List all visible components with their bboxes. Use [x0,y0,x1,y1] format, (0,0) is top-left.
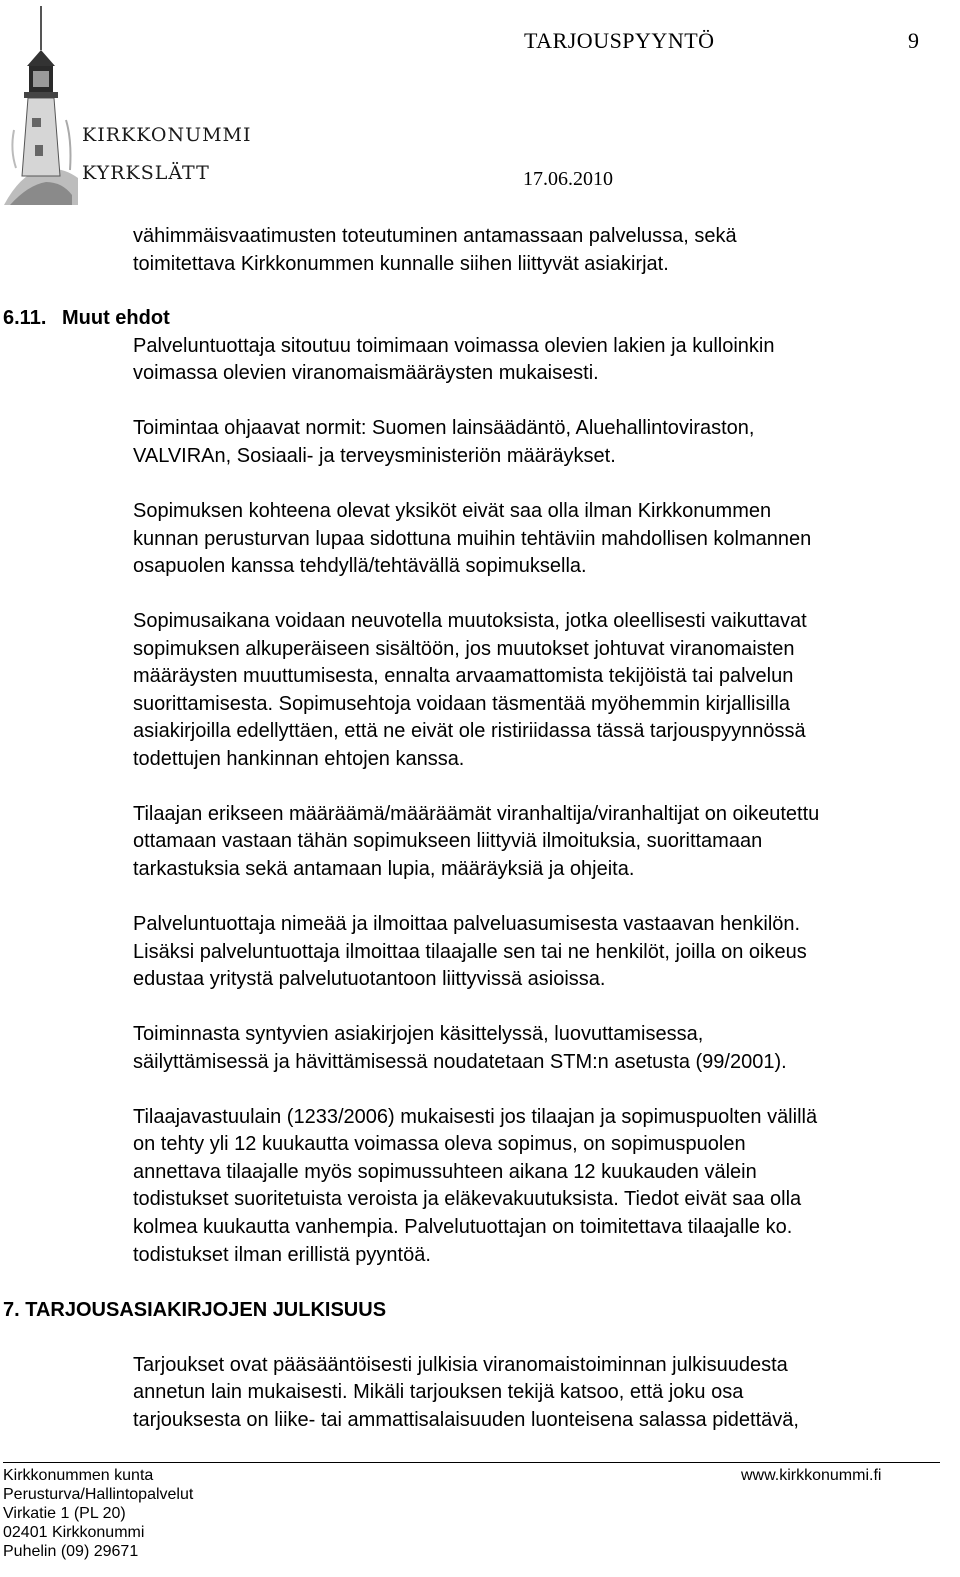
body-line: Lisäksi palveluntuottaja ilmoittaa tilaajalle sen tai ne henkilöt, joilla on oikeus [133,941,807,963]
body-line: toimitettava Kirkkonummen kunnalle siihen liittyvät asiakirjat. [133,253,669,275]
body-line: kolmea kuukautta vanhempia. Palvelutuottajan on toimitettava tilaajalle ko. [133,1216,793,1238]
body-line: vähimmäisvaatimusten toteutuminen antamassaan palvelussa, sekä [133,225,737,247]
body-line: todistukset ilman erillistä pyyntöä. [133,1244,431,1266]
logo-text-kirkkonummi: KIRKKONUMMI [82,124,252,146]
footer-line: Kirkkonummen kunta [3,1467,154,1484]
section-title: Muut ehdot [62,307,170,329]
section-number: 6.11. [3,307,47,329]
body-line: Palveluntuottaja sitoutuu toimimaan voimassa olevien lakien ja kulloinkin [133,335,775,357]
body-line: VALVIRAn, Sosiaali- ja terveysministeriön määräykset. [133,445,616,467]
body-line: osapuolen kanssa tehdyllä/tehtävällä sopimuksella. [133,555,587,577]
body-line: ottamaan vastaan tähän sopimukseen liittyviä ilmoituksia, suorittamaan [133,830,763,852]
body-line: Toimintaa ohjaavat normit: Suomen lainsäädäntö, Aluehallintoviraston, [133,417,755,439]
body-line: sopimuksen alkuperäiseen sisältöön, jos muutokset johtuvat viranomaisten [133,638,795,660]
kirkkonummi-logo [0,0,252,210]
footer-line: 02401 Kirkkonummi [3,1524,145,1541]
body-line: asiakirjoilla edellyttäen, että ne eivät ole ristiriidassa tässä tarjouspyynnössä [133,720,806,742]
body-line: määräysten muuttumisesta, ennalta arvaamattomista tekijöistä tai palvelun [133,665,794,687]
body-line: annetun lain mukaisesti. Mikäli tarjouksen tekijä katsoo, että joku osa [133,1381,744,1403]
page-number: 9 [908,28,919,53]
body-line: Sopimusaikana voidaan neuvotella muutoksista, jotka oleellisesti vaikuttavat [133,610,807,632]
body-line: Palveluntuottaja nimeää ja ilmoittaa palveluasumisesta vastaavan henkilön. [133,913,801,935]
footer-website-link[interactable]: www.kirkkonummi.fi [741,1467,882,1484]
body-line: voimassa olevien viranomaismääräysten mukaisesti. [133,362,599,384]
body-line: Tilaajan erikseen määräämä/määräämät viranhaltija/viranhaltijat on oikeutettu [133,803,820,825]
body-line: Sopimuksen kohteena olevat yksiköt eivät saa olla ilman Kirkkonummen [133,500,772,522]
body-line: Tilaajavastuulain (1233/2006) mukaisesti jos tilaajan ja sopimuspuolten välillä [133,1106,818,1128]
body-line: Toiminnasta syntyvien asiakirjojen käsittelyssä, luovuttamisessa, [133,1023,704,1045]
body-line: suorittamisesta. Sopimusehtoja voidaan täsmentää myöhemmin kirjallisilla [133,693,790,715]
body-line: tarjouksesta on liike- tai ammattisalaisuuden luonteisena salassa pidettävä, [133,1409,799,1431]
section-heading-7: 7. TARJOUSASIAKIRJOJEN JULKISUUS [3,1299,387,1321]
body-line: on tehty yli 12 kuukautta voimassa oleva sopimus, on sopimuspuolen [133,1133,746,1155]
body-line: kunnan perusturvan lupaa sidottuna muihin tehtäviin mahdollisen kolmannen [133,528,812,550]
logo-text-kyrkslatt: KYRKSLÄTT [82,162,210,184]
footer-divider [3,1462,940,1463]
body-line: tarkastuksia sekä antamaan lupia, määräyksiä ja ohjeita. [133,858,635,880]
section-heading-6-11 [3,304,170,332]
footer-line: Perusturva/Hallintopalvelut [3,1486,194,1503]
body-line: todistukset suoritetuista veroista ja eläkevakuutuksista. Tiedot eivät saa olla [133,1188,802,1210]
body-line: edustaa yritystä palvelutuotantoon liittyvissä asioissa. [133,968,606,990]
footer-line: Puhelin (09) 29671 [3,1543,139,1560]
footer-line: Virkatie 1 (PL 20) [3,1505,126,1522]
document-title: TARJOUSPYYNTÖ [524,28,715,53]
body-line: säilyttämisessä ja hävittämisessä noudatetaan STM:n asetusta (99/2001). [133,1051,787,1073]
document-date: 17.06.2010 [523,168,613,190]
body-line: todettujen hankinnan ehtojen kanssa. [133,748,465,770]
body-line: annettava tilaajalle myös sopimussuhteen aikana 12 kuukauden välein [133,1161,757,1183]
body-line: Tarjoukset ovat pääsääntöisesti julkisia viranomaistoiminnan julkisuudesta [133,1354,788,1376]
